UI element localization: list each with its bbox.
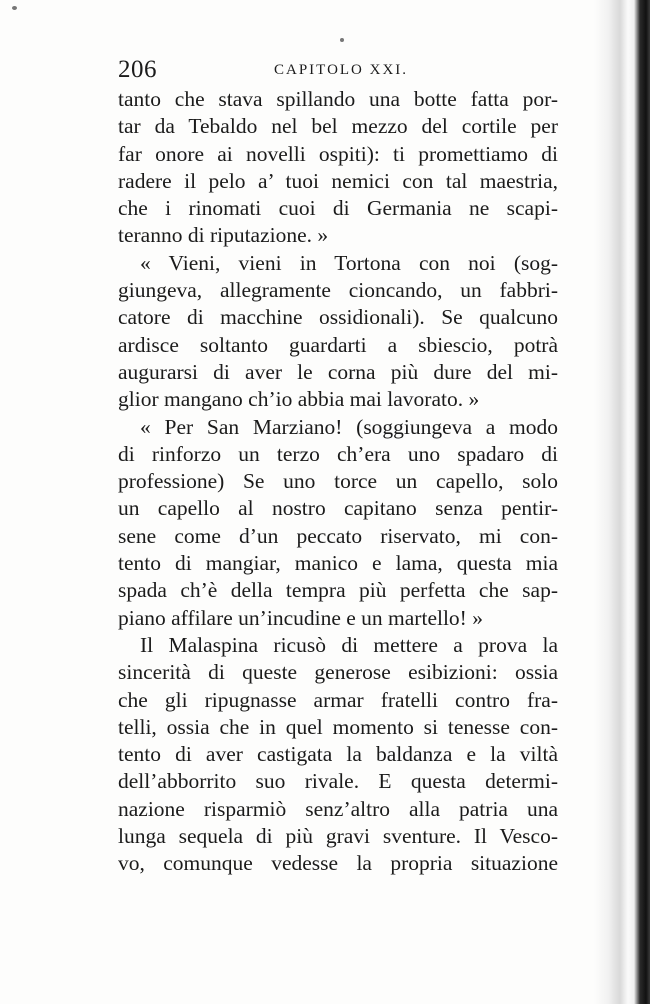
text-line: tento di mangiar, manico e lama, questa mia — [118, 551, 558, 576]
text-line: vo, comunque vedesse la propria situazione — [118, 851, 558, 876]
text-line: sincerità di queste generose esibizioni: ossia — [118, 660, 558, 685]
binding-edge — [594, 0, 650, 1004]
text-line: giungeva, allegramente cioncando, un fabbri- — [118, 278, 558, 303]
text-line: piano affilare un’incudine e un martello! » — [118, 605, 483, 630]
running-head: CAPITOLO XXI. — [274, 62, 409, 78]
ink-speck — [340, 38, 344, 42]
text-line: augurarsi di aver le corna più dure del mi- — [118, 359, 558, 384]
text-line: ardisce soltanto guardarti a sbiescio, potrà — [118, 332, 558, 357]
text-line: tar da Tebaldo nel bel mezzo del cortile per — [118, 114, 558, 139]
text-line: « Per San Marziano! (soggiungeva a modo — [140, 414, 558, 439]
text-line: lunga sequela di più gravi sventure. Il Vesco- — [118, 824, 558, 849]
text-line: glior mangano ch’io abbia mai lavorato. » — [118, 387, 480, 412]
text-line: spada ch’è della tempra più perfetta che sap- — [118, 578, 558, 603]
page-header — [118, 56, 558, 90]
text-line: tento di aver castigata la baldanza e la viltà — [118, 742, 558, 767]
body-text — [118, 86, 558, 878]
ink-speck — [12, 6, 17, 10]
text-line: telli, ossia che in quel momento si tenesse con- — [118, 714, 558, 739]
text-line: Il Malaspina ricusò di mettere a prova la — [140, 632, 558, 657]
text-line: professione) Se uno torce un capello, solo — [118, 469, 558, 494]
text-line: far onore ai novelli ospiti): ti promettiamo di — [118, 141, 558, 166]
text-line: che gli ripugnasse armar fratelli contro fra- — [118, 687, 558, 712]
text-line: che i rinomati cuoi di Germania ne scapi- — [118, 196, 558, 221]
text-line: sene come d’un peccato riservato, mi con- — [118, 523, 558, 548]
page-number: 206 — [118, 56, 157, 83]
text-line: « Vieni, vieni in Tortona con noi (sog- — [140, 250, 558, 275]
text-line: nazione risparmiò senz’altro alla patria una — [118, 796, 558, 821]
text-line: teranno di riputazione. » — [118, 223, 329, 248]
text-line: dell’abborrito suo rivale. E questa determi- — [118, 769, 558, 794]
text-line: radere il pelo a’ tuoi nemici con tal maestria, — [118, 168, 558, 193]
text-line: di rinforzo un terzo ch’era uno spadaro di — [118, 441, 558, 466]
text-line: un capello al nostro capitano senza pentir- — [118, 496, 558, 521]
text-line: tanto che stava spillando una botte fatta por- — [118, 87, 558, 111]
text-line: catore di macchine ossidionali). Se qualcuno — [118, 305, 558, 330]
